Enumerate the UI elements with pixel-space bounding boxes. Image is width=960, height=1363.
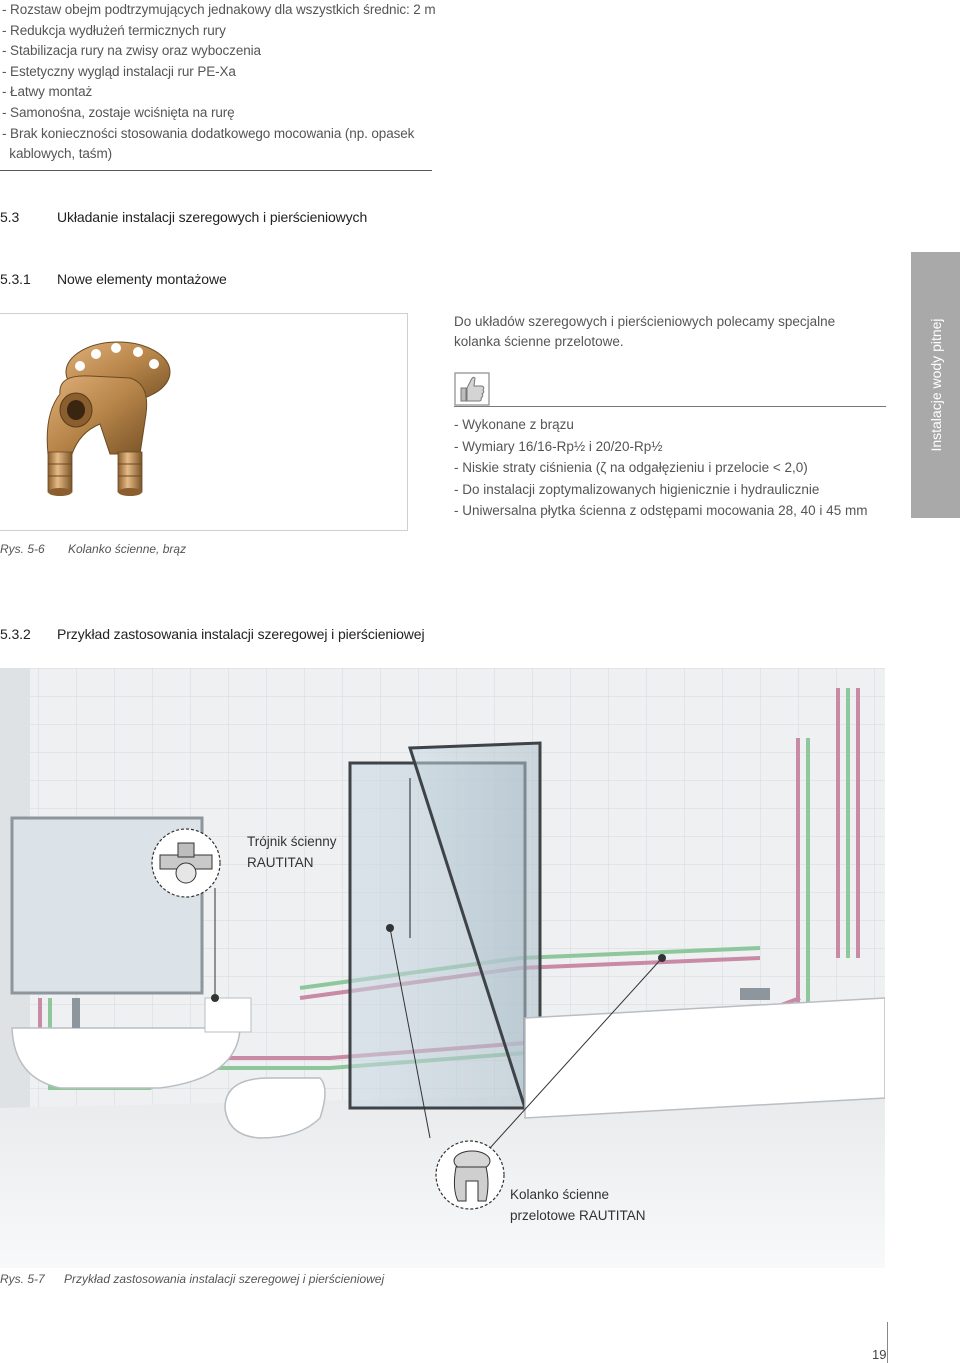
section-heading-5-3-2 (0, 626, 425, 642)
list-item: - Redukcja wydłużeń termicznych rury (2, 22, 226, 38)
figure-caption-5-7 (0, 1272, 384, 1286)
figure-number: Rys. 5-6 (0, 542, 45, 556)
divider (454, 406, 886, 407)
callout-elbow (510, 1184, 646, 1226)
list-item: - Wymiary 16/16-Rp½ i 20/20-Rp½ (454, 438, 663, 454)
callout-line: Trójnik ścienny (247, 834, 337, 849)
figure-caption-5-6 (0, 542, 186, 556)
wall-elbow-image (0, 314, 408, 532)
page-number: 19 (872, 1347, 887, 1362)
feature-list (454, 414, 894, 522)
list-item: - Rozstaw obejm podtrzymujących jednakowy dla wszystkich średnic: 2 m (2, 2, 436, 17)
list-item: - Stabilizacja rury na zwisy oraz wyboczenia (2, 43, 261, 59)
section-title: Nowe elementy montażowe (57, 271, 227, 287)
intro-paragraph: Do układów szeregowych i pierścieniowych polecamy specjalne kolanka ścienne przelotowe. (454, 314, 836, 349)
section-heading-5-3 (0, 209, 367, 225)
figure-caption: Kolanko ścienne, brąz (68, 542, 187, 556)
chapter-label: Instalacje wody pitnej (927, 318, 944, 452)
callout-tee (247, 831, 337, 873)
bathroom-illustration (0, 668, 885, 1268)
list-item: kablowych, taśm) (2, 146, 112, 162)
feature-list-top (2, 0, 436, 165)
section-number: 5.3.1 (0, 271, 31, 287)
figure-caption: Przykład zastosowania instalacji szeregowej i pierścieniowej (64, 1272, 385, 1286)
divider (0, 170, 432, 171)
list-item: - Uniwersalna płytka ścienna z odstępami mocowania 28, 40 i 45 mm (454, 503, 868, 518)
section-title: Przykład zastosowania instalacji szeregowej i pierścieniowej (57, 626, 425, 642)
list-item: - Do instalacji zoptymalizowanych higienicznie i hydraulicznie (454, 481, 820, 497)
list-item: - Niskie straty ciśnienia (ζ na odgałęzieniu i przelocie < 2,0) (454, 460, 808, 475)
product-image-frame (0, 313, 408, 531)
thumbs-up-icon (454, 372, 490, 406)
section-number: 5.3.2 (0, 626, 31, 642)
figure-number: Rys. 5-7 (0, 1272, 45, 1286)
section-number: 5.3 (0, 209, 20, 225)
chapter-side-tab (911, 252, 960, 518)
list-item: - Łatwy montaż (2, 84, 93, 100)
section-title: Układanie instalacji szeregowych i pierścieniowych (57, 209, 368, 225)
section-heading-5-3-1 (0, 271, 227, 287)
callout-line: Kolanko ścienne (510, 1187, 610, 1202)
list-item: - Brak konieczności stosowania dodatkowego mocowania (np. opasek (2, 125, 415, 141)
callout-line: przelotowe RAUTITAN (510, 1208, 646, 1223)
list-item: - Estetyczny wygląd instalacji rur PE-Xa (2, 63, 236, 79)
list-item: - Wykonane z brązu (454, 417, 574, 432)
divider (887, 1322, 888, 1363)
callout-line: RAUTITAN (247, 855, 314, 870)
list-item: - Samonośna, zostaje wciśnięta na rurę (2, 104, 235, 120)
